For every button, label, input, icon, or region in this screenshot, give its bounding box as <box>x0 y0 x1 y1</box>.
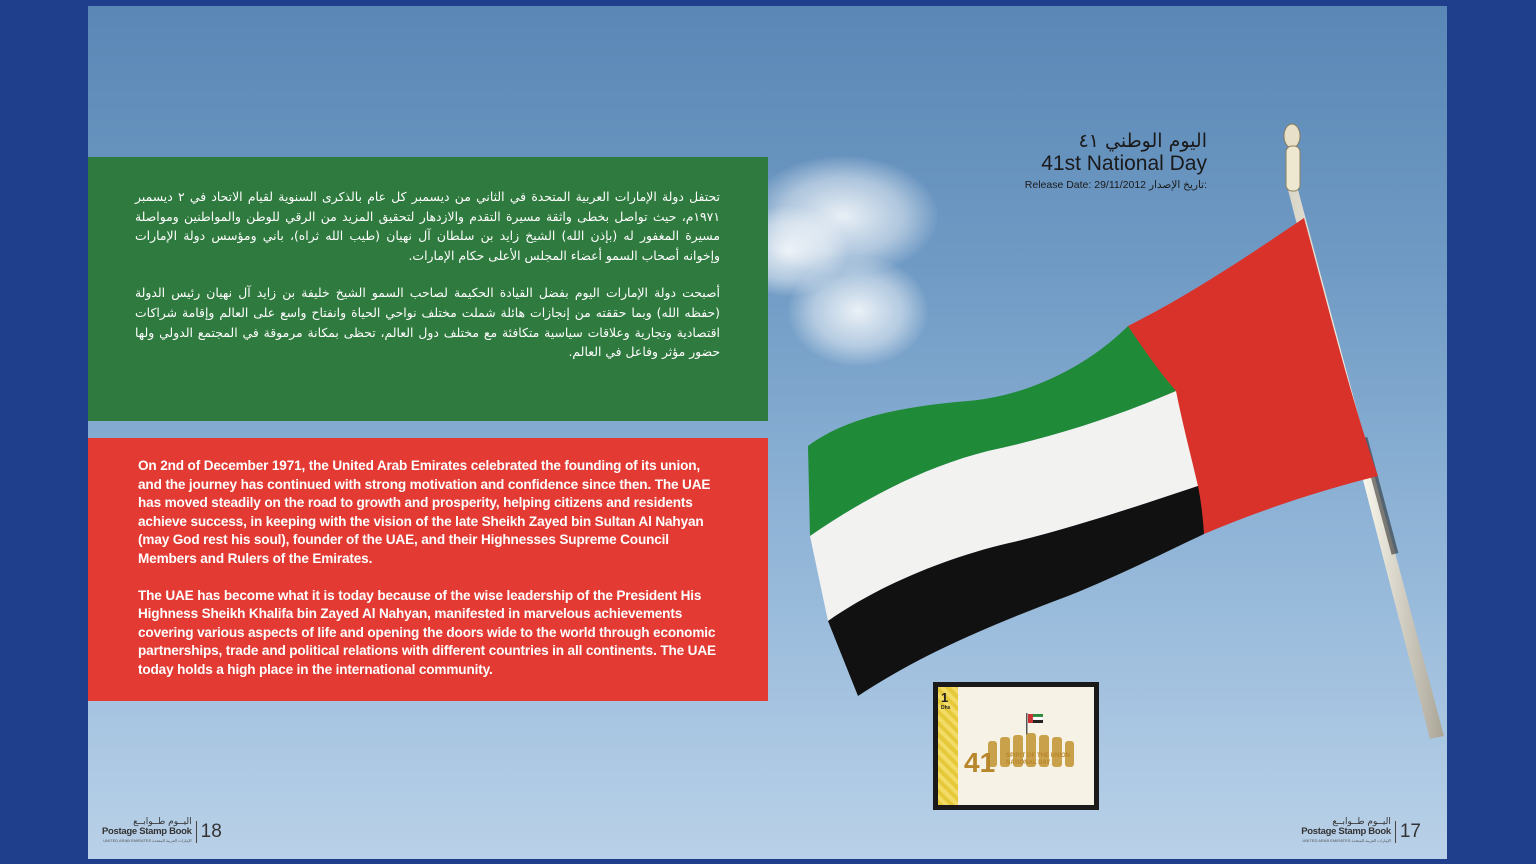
brand-logo: اليــوم طــوابــع Postage Stamp Book UNITED ARAB EMIRATES الإمارات العربية المتحدة <box>102 817 192 843</box>
footer-left <box>102 818 222 845</box>
stamp-caption: SPIRIT OF THE UNION NATIONAL DAY <box>1006 753 1071 766</box>
page-number-right: 17 <box>1395 821 1421 843</box>
stamp-number: 41 <box>964 747 996 778</box>
arabic-paragraph: تحتفل دولة الإمارات العربية المتحدة في الثاني من ديسمبر كل عام بالذكرى السنوية لقيام الاتحاد في ٢ ديسمبر ١٩٧١م، حيث تواصل بخطى واثقة مسيرة التقدم والازدهار لتحقيق المزيد من الرقي للوطن والمواطنين ومواصلة مسيرة المغفور له (بإذن الله) الشيخ زايد بن سلطان آل نهيان (طيب الله ثراه)، باني ومؤسس دولة الإمارات وإخوانه أصحاب السمو أعضاء المجلس الأعلى حكام الإمارات. <box>135 189 720 263</box>
stamp-face <box>938 687 1094 805</box>
book-spread <box>88 6 1447 859</box>
arabic-text-panel <box>88 157 768 421</box>
release-date: Release Date: 29/11/2012 تاريخ الإصدار: <box>1024 179 1207 191</box>
flagpole-finial <box>1284 124 1300 148</box>
english-paragraph: On 2nd of December 1971, the United Arab Emirates celebrated the founding of its union, and the journey has continued with strong motivation and confidence since then. The UAE has moved steadily on the road to growth and prosperity, helping citizens and residents achieve success, in keeping with the vision of the late Sheikh Zayed bin Sultan Al Nahyan (may God rest his soul), founder of the UAE, and their Highnesses Supreme Council Members and Rulers of the Emirates. <box>138 458 711 566</box>
page-number-left: 18 <box>196 821 222 843</box>
english-text <box>138 457 724 698</box>
title-block <box>1025 130 1207 192</box>
brand-logo: اليــوم طــوابــع Postage Stamp Book UNITED ARAB EMIRATES الإمارات العربية المتحدة <box>1301 817 1391 843</box>
title-arabic: اليوم الوطني ٤١ <box>1078 130 1207 152</box>
stamp-image <box>933 682 1099 810</box>
english-text-panel <box>88 438 768 701</box>
title-english: 41st National Day <box>1041 152 1207 175</box>
footer-right <box>1301 818 1421 845</box>
english-paragraph: The UAE has become what it is today because of the wise leadership of the President His Highness Sheikh Khalifa bin Zayed Al Nahyan, manifested in marvelous achievements covering various aspects of life and opening the doors wide to the world through economic partnerships, trade and political relations with different countries in all continents. The UAE today holds a high place in the international community. <box>138 587 716 677</box>
arabic-paragraph: أصبحت دولة الإمارات اليوم بفضل القيادة الحكيمة لصاحب السمو الشيخ خليفة بن زايد آل نهيان رئيس الدولة (حفظه الله) وبما حققته من إنجازات هائلة شملت مختلف نواحي الحياة وانفتاح واسع على العالم وإقامة شراكات اقتصادية وتجارية وعلاقات سياسية متكافئة مع مختلف دول العالم، تحظى بمكانة مرموقة في المجتمع الدولي ولها حضور مؤثر وفاعل في العالم. <box>135 285 720 360</box>
uae-flag-illustration <box>88 6 1447 859</box>
stamp-value: 1 Dhs <box>941 690 951 711</box>
arabic-text <box>135 187 720 380</box>
